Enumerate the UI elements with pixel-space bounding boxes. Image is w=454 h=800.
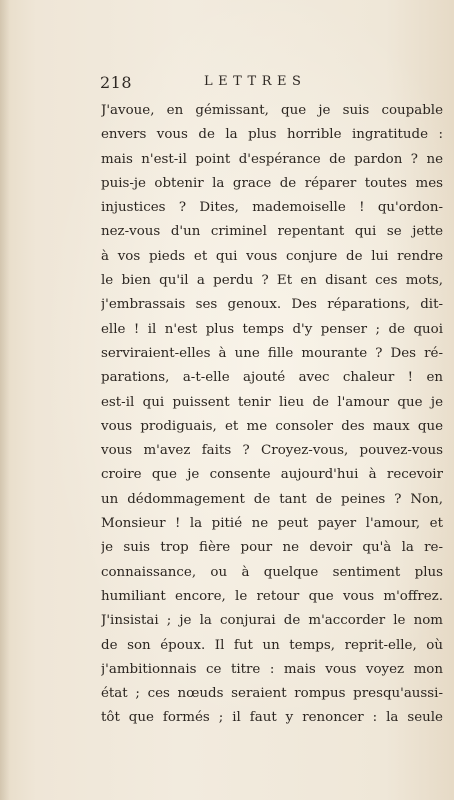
text-line: puis-je obtenir la grace de réparer toutes mes [101,175,443,191]
text-line: croire que je consente aujourd'hui à recevoir [101,467,443,483]
text-line: serviraient-elles à une fille mourante ? Des ré- [101,345,443,361]
running-head: LETTRES [204,74,307,89]
text-line: J'avoue, en gémissant, que je suis coupable [101,103,443,118]
spine-shadow [0,0,10,800]
text-line: Monsieur ! la pitié ne peut payer l'amour, et [101,516,443,532]
text-line: de son époux. Il fut un temps, reprit-elle, où [101,637,443,653]
text-line: à vos pieds et qui vous conjure de lui rendre [101,248,443,264]
text-line: connaissance, ou à quelque sentiment plus [101,564,443,580]
page-number: 218 [100,73,133,92]
body-text [101,99,443,731]
text-line: vous prodiguais, et me consoler des maux que [101,418,443,434]
text-line: envers vous de la plus horrible ingratitude : [101,127,443,143]
text-line: j'embrassais ses genoux. Des réparations, dit- [101,297,443,313]
text-line: état ; ces nœuds seraient rompus presqu'aussi- [101,686,443,702]
text-line: j'ambitionnais ce titre : mais vous voyez mon [101,661,443,677]
text-line: est-il qui puissent tenir lieu de l'amour que je [101,394,443,410]
text-line: je suis trop fière pour ne devoir qu'à la re- [101,540,443,556]
text-line: parations, a-t-elle ajouté avec chaleur ! en [101,370,443,386]
text-line: le bien qu'il a perdu ? Et en disant ces mots, [101,273,443,289]
text-line: J'insistai ; je la conjurai de m'accorder le nom [101,613,443,629]
text-line: tôt que formés ; il faut y renoncer : la seule [101,710,443,726]
text-line: un dédommagement de tant de peines ? Non, [101,491,443,507]
text-line: elle ! il n'est plus temps d'y penser ; de quoi [101,321,443,337]
text-line: humiliant encore, le retour que vous m'offrez. [101,588,443,604]
text-line: vous m'avez faits ? Croyez-vous, pouvez-vous [101,443,443,459]
text-line: injustices ? Dites, mademoiselle ! qu'ordon- [101,200,443,216]
text-line: mais n'est-il point d'espérance de pardon ? ne [101,151,443,167]
page-header [100,73,400,93]
text-line: nez-vous d'un criminel repentant qui se jette [101,224,443,240]
